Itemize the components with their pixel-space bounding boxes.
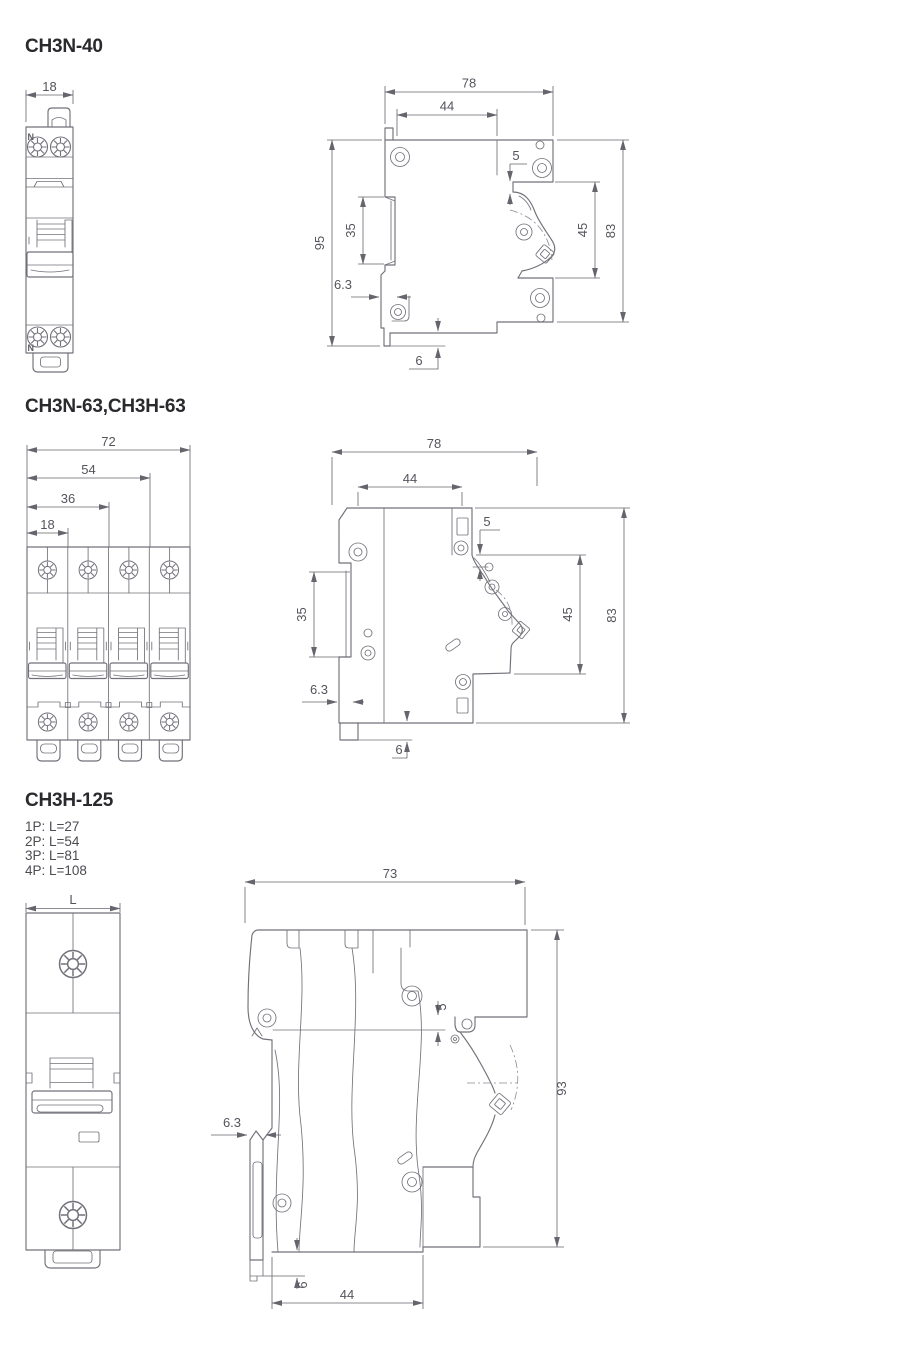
ch3n63-front-view-drawing <box>15 435 215 775</box>
bottom-clips <box>37 740 182 761</box>
section-title-ch3n-40: CH3N-40 <box>25 36 103 57</box>
dim-label-36: 36 <box>60 491 76 506</box>
dim-label-5: 5 <box>483 514 491 529</box>
dim-label-5: 5 <box>434 1003 449 1011</box>
side-dimensions <box>211 866 569 1309</box>
section-title-ch3h-125: CH3H-125 <box>25 790 114 811</box>
dim-label-93: 93 <box>554 1081 569 1096</box>
dim-label-73: 73 <box>382 866 398 881</box>
ch3n63-side-view-drawing <box>294 430 650 760</box>
dim-label-72: 72 <box>101 434 116 449</box>
dim-label-width-18: 18 <box>42 79 57 94</box>
dim-label-78: 78 <box>426 436 442 451</box>
section-title-ch3n-63: CH3N-63,CH3H-63 <box>25 396 186 417</box>
dim-label-44: 44 <box>339 1287 355 1302</box>
dim-front-width <box>26 79 73 122</box>
dim-front-width <box>26 892 120 912</box>
dim-label-45: 45 <box>560 607 575 622</box>
breaker-front-outline <box>26 913 120 1268</box>
dim-label-6: 6 <box>395 742 403 757</box>
breaker-side-outline <box>339 508 522 740</box>
side-dimensions <box>312 76 629 370</box>
dim-label-6-3: 6.3 <box>309 682 329 697</box>
dim-label-45: 45 <box>575 222 590 238</box>
dim-label-44: 44 <box>402 471 418 486</box>
dim-label-5: 5 <box>512 148 520 163</box>
side-details <box>346 508 530 740</box>
note-1p: 1P: L=27 <box>25 819 80 834</box>
note-4p: 4P: L=108 <box>25 862 87 878</box>
dim-label-83: 83 <box>604 608 619 623</box>
pole-length-notes <box>25 820 87 878</box>
dim-label-78: 78 <box>461 75 477 91</box>
breaker-side-outline <box>248 930 527 1281</box>
screw-terminals <box>28 137 71 347</box>
ch3h125-side-view-drawing <box>205 855 585 1315</box>
front-dimensions <box>27 434 190 547</box>
dim-label-54: 54 <box>81 462 96 477</box>
dim-label-L: L <box>69 892 77 907</box>
neutral-label-bottom: N <box>27 343 34 353</box>
ch3h125-front-view-drawing <box>10 890 130 1280</box>
dim-label-35: 35 <box>294 607 309 622</box>
dim-label-6: 6 <box>415 353 423 368</box>
dim-label-35: 35 <box>343 223 358 238</box>
note-2p: 2P: L=54 <box>25 833 80 849</box>
dim-label-44: 44 <box>439 98 455 114</box>
dim-label-6: 6 <box>295 1281 310 1289</box>
dim-label-6-3: 6.3 <box>333 277 353 292</box>
dim-label-95: 95 <box>312 235 327 251</box>
side-details <box>390 141 555 346</box>
ch3n40-side-view-drawing <box>305 60 650 380</box>
side-details <box>258 930 518 1252</box>
ch3n40-front-view-drawing <box>15 80 125 380</box>
dim-label-83: 83 <box>603 223 618 239</box>
note-3p: 3P: L=81 <box>25 848 80 864</box>
dim-label-18: 18 <box>40 517 55 532</box>
dim-label-6-3: 6.3 <box>222 1115 242 1130</box>
four-pole-body <box>27 547 190 761</box>
breaker-side-outline <box>381 128 555 346</box>
side-dimensions <box>294 436 630 758</box>
neutral-label-top: N <box>27 132 34 142</box>
